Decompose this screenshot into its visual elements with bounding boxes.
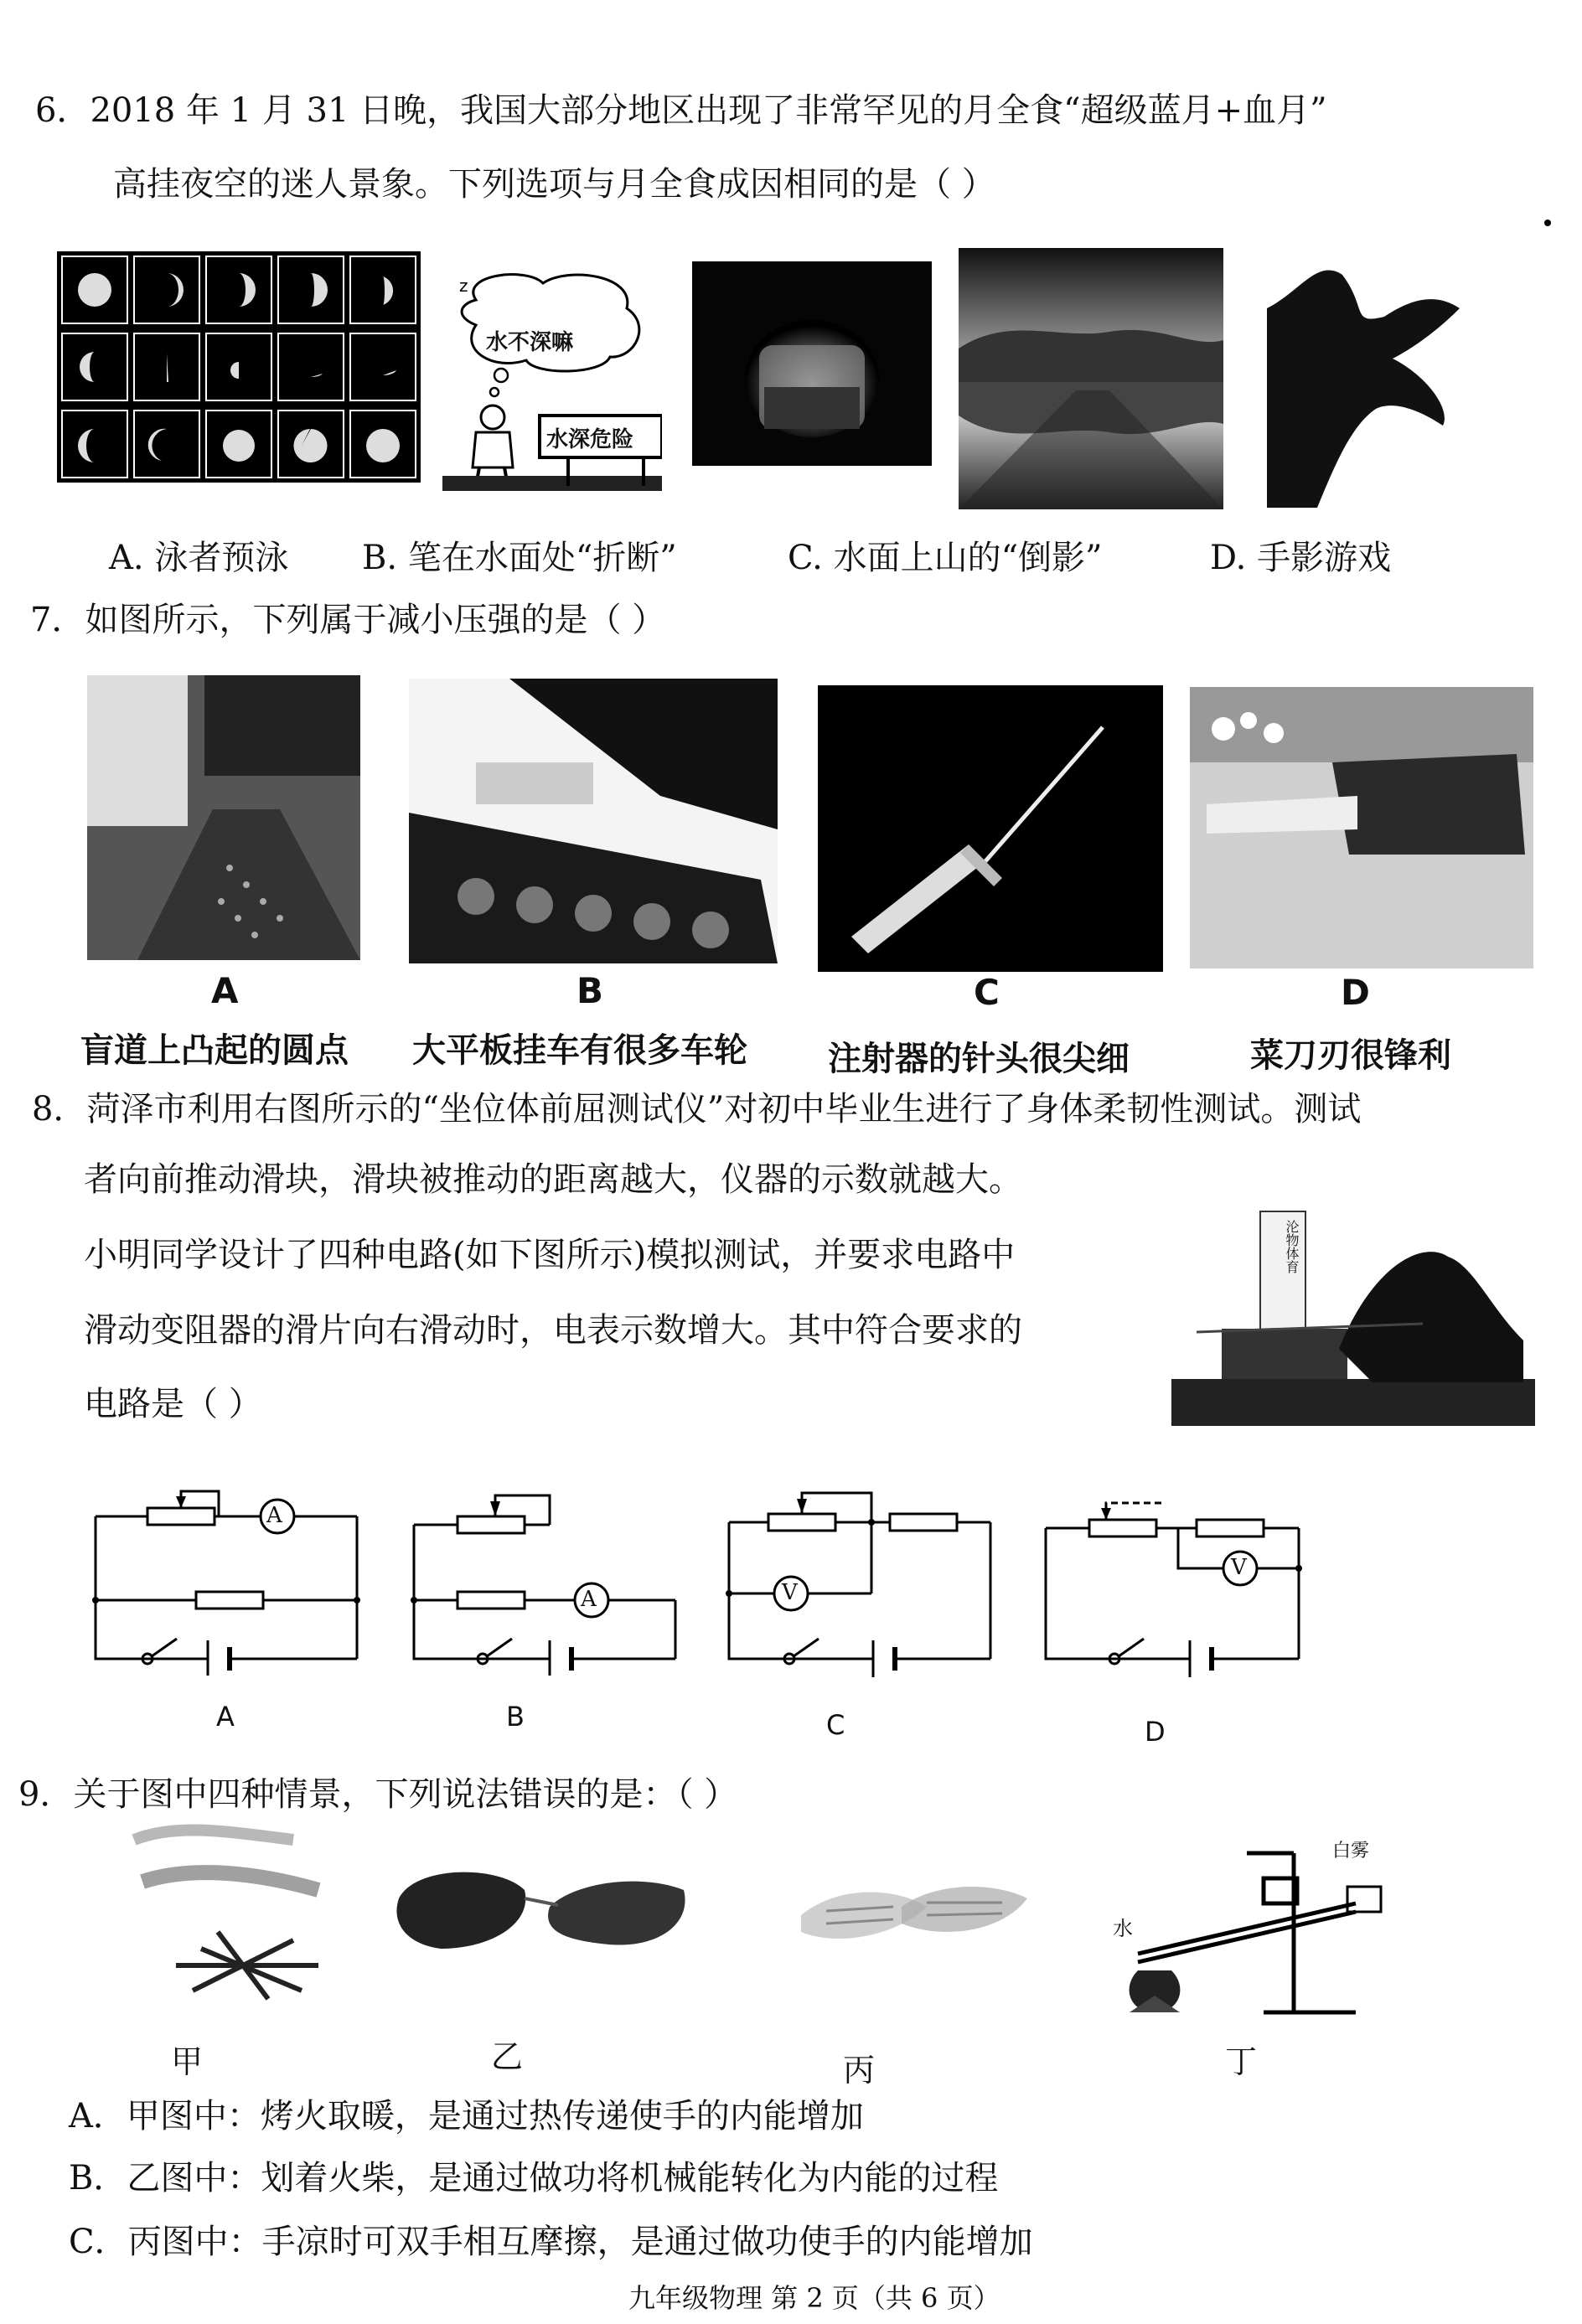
stray-mark bbox=[1544, 219, 1551, 226]
scene-label-ding: 丁 bbox=[1225, 2043, 1258, 2080]
eclipse-sequence-image bbox=[57, 251, 421, 483]
q7-letter-b: B bbox=[576, 970, 604, 1011]
q7-caption-c: 注射器的针头很尖细 bbox=[828, 1040, 1130, 1078]
steam-label: 白雾 bbox=[1332, 1841, 1370, 1862]
hand-shadow-image bbox=[1267, 258, 1471, 508]
q6-stem-line2: 高挂夜空的迷人景象。下列选项与月全食成因相同的是（ ） bbox=[113, 165, 995, 204]
circuit-b bbox=[407, 1474, 684, 1676]
circuit-label-c: C bbox=[826, 1709, 845, 1741]
q7-stem: 7．如图所示，下列属于减小压强的是（ ） bbox=[30, 601, 666, 639]
voltmeter-symbol-c: V bbox=[782, 1580, 798, 1605]
svg-text:z: z bbox=[459, 276, 468, 296]
flatbed-trailer-image bbox=[409, 679, 778, 963]
q9-stem: 9．关于图中四种情景，下列说法错误的是：（ ） bbox=[18, 1775, 738, 1814]
swimmer-cartoon bbox=[442, 266, 662, 491]
ammeter-symbol-a: A bbox=[266, 1503, 282, 1528]
q7-caption-d: 菜刀刃很锋利 bbox=[1250, 1036, 1451, 1075]
sit-and-reach-device-image bbox=[1171, 1206, 1535, 1426]
scene-label-jia: 甲 bbox=[171, 2043, 204, 2080]
circuit-label-b: B bbox=[506, 1701, 525, 1733]
q6-stem-line1: 6．2018 年 1 月 31 日晚，我国大部分地区出现了非常罕见的月全食“超级蓝月+血月” bbox=[35, 91, 1327, 130]
pencil-in-water-image bbox=[692, 261, 932, 466]
q6-option-a: A. 泳者预泳 bbox=[109, 539, 289, 577]
scene-striking-match-image bbox=[390, 1857, 692, 1957]
q7-caption-b: 大平板挂车有很多车轮 bbox=[412, 1031, 747, 1070]
q8-stem-line4: 滑动变阻器的滑片向右滑动时，电表示数增大。其中符合要求的 bbox=[84, 1311, 1022, 1350]
cartoon-bubble-text: 水不深嘛 bbox=[486, 330, 574, 355]
ammeter-symbol-b: A bbox=[581, 1587, 597, 1612]
q6-option-b: B. 笔在水面处“折断” bbox=[362, 539, 677, 577]
q7-letter-a: A bbox=[211, 970, 239, 1011]
page-footer: 九年级物理 第 2 页（共 6 页） bbox=[628, 2282, 1000, 2314]
syringe-image bbox=[818, 685, 1163, 972]
scene-rubbing-hands-image bbox=[793, 1865, 1036, 1957]
tactile-paving-image bbox=[87, 675, 360, 960]
q8-stem-line5: 电路是（ ） bbox=[84, 1385, 262, 1423]
q8-stem-line1: 8．菏泽市利用右图所示的“坐位体前屈测试仪”对初中毕业生进行了身体柔韧性测试。测试 bbox=[32, 1090, 1362, 1128]
scene-label-bing: 丙 bbox=[843, 2052, 876, 2089]
q9-option-b: B．乙图中：划着火柴，是通过做功将机械能转化为内能的过程 bbox=[69, 2159, 999, 2197]
q8-stem-line3: 小明同学设计了四种电路(如下图所示)模拟测试，并要求电路中 bbox=[84, 1236, 1016, 1274]
voltmeter-symbol-d: V bbox=[1231, 1555, 1247, 1580]
circuit-c bbox=[722, 1468, 999, 1677]
circuit-label-d: D bbox=[1145, 1716, 1166, 1748]
device-label: 沦物体育 bbox=[1284, 1220, 1300, 1273]
q6-option-d: D. 手影游戏 bbox=[1210, 539, 1392, 577]
scene-steam-experiment-image bbox=[1104, 1828, 1398, 2021]
q7-letter-c: C bbox=[974, 972, 1000, 1013]
q9-option-c: C．丙图中：手凉时可双手相互摩擦，是通过做功使手的内能增加 bbox=[69, 2223, 1033, 2261]
circuit-a bbox=[89, 1474, 365, 1676]
kitchen-knife-image bbox=[1190, 687, 1533, 968]
q8-stem-line2: 者向前推动滑块，滑块被推动的距离越大，仪器的示数就越大。 bbox=[84, 1160, 1022, 1199]
circuit-d bbox=[1039, 1459, 1316, 1677]
mountain-reflection-image bbox=[959, 248, 1223, 509]
q7-caption-a: 盲道上凸起的圆点 bbox=[80, 1031, 349, 1070]
scene-warming-hands-image bbox=[126, 1823, 344, 2007]
q6-option-c: C. 水面上山的“倒影” bbox=[788, 539, 1103, 577]
circuit-label-a: A bbox=[216, 1701, 235, 1733]
scene-label-yi: 乙 bbox=[491, 2038, 524, 2075]
q7-letter-d: D bbox=[1341, 972, 1370, 1013]
water-label: 水 bbox=[1113, 1917, 1133, 1940]
q9-option-a: A．甲图中：烤火取暖，是通过热传递使手的内能增加 bbox=[69, 2097, 864, 2135]
cartoon-sign-text: 水深危险 bbox=[546, 427, 634, 452]
